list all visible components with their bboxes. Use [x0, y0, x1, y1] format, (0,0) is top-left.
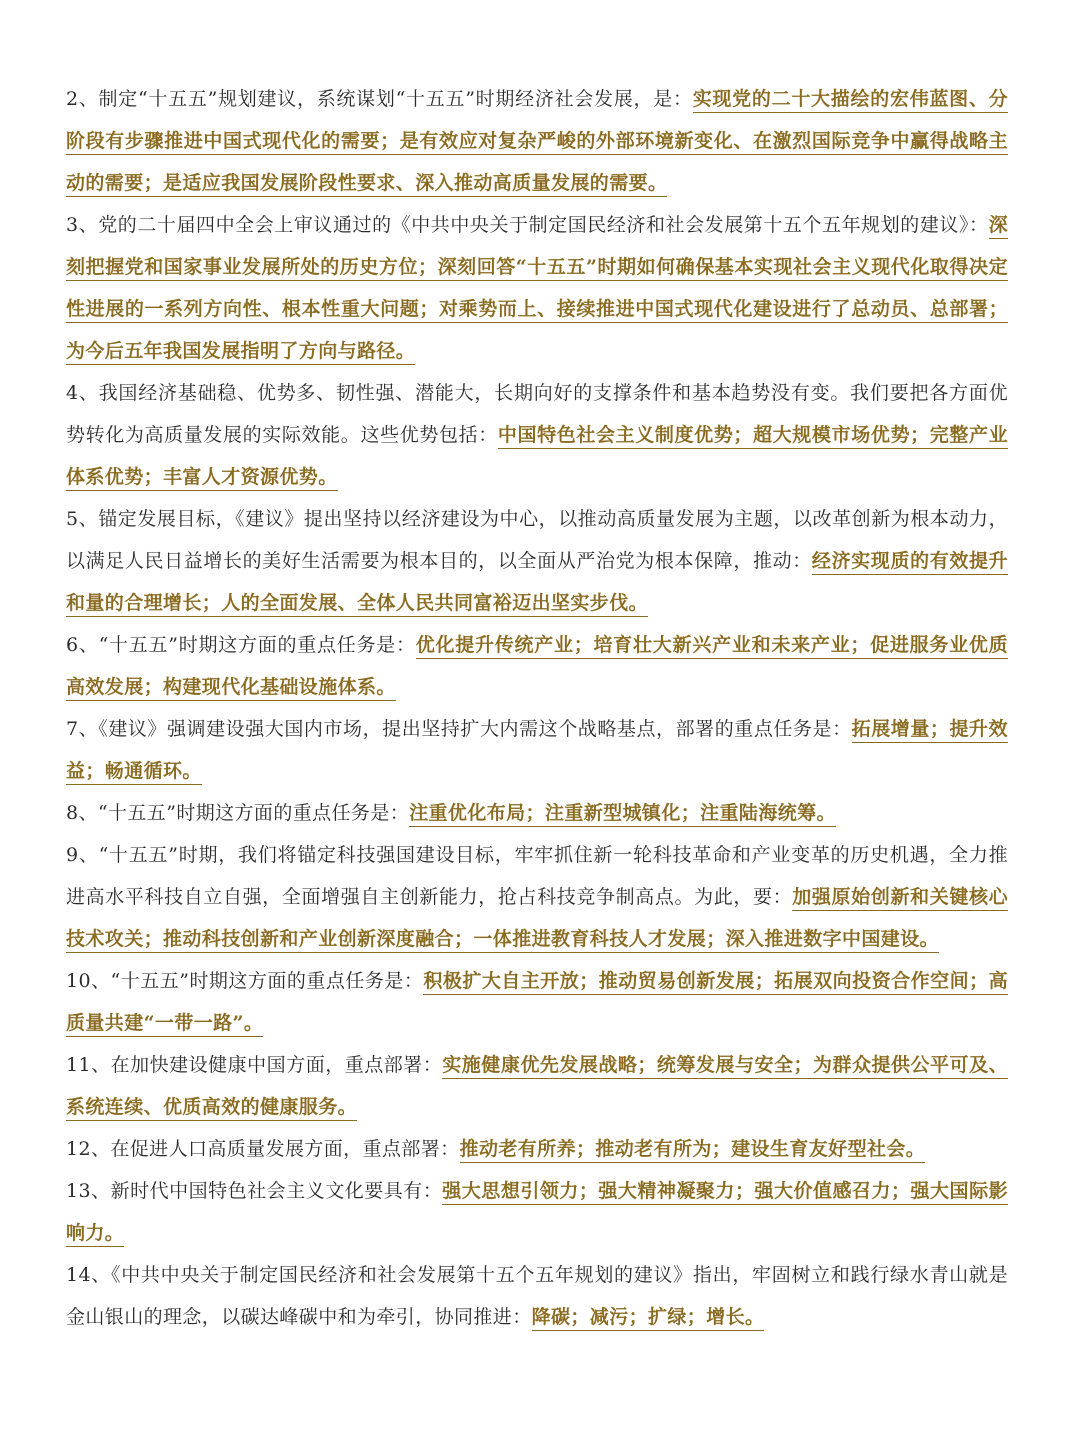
list-item — [66, 960, 1008, 1044]
question-text: 3、党的二十届四中全会上审议通过的《中共中央关于制定国民经济和社会发展第十五个五年规划的建议》： — [66, 214, 989, 236]
answer-text: 降碳；减污；扩绿；增长。 — [532, 1306, 765, 1331]
list-item — [66, 1044, 1008, 1128]
document-page — [66, 78, 1008, 1338]
answer-text: 加强原始创新和关键核心技术攻关；推动科技创新和产业创新深度融合；一体推进教育科技人才发展；深入推进数字中国建设。 — [66, 886, 1008, 953]
answer-text: 强大思想引领力；强大精神凝聚力；强大价值感召力；强大国际影响力。 — [66, 1180, 1008, 1247]
list-item — [66, 834, 1008, 960]
question-text: 2、制定“十五五”规划建议，系统谋划“十五五”时期经济社会发展，是： — [66, 88, 693, 110]
question-text: 11、在加快建设健康中国方面，重点部署： — [66, 1054, 443, 1076]
list-item — [66, 792, 1008, 834]
answer-text: 中国特色社会主义制度优势；超大规模市场优势；完整产业体系优势；丰富人才资源优势。 — [66, 424, 1008, 491]
answer-text: 实施健康优先发展战略；统筹发展与安全；为群众提供公平可及、系统连续、优质高效的健康服务。 — [66, 1054, 1008, 1121]
list-item — [66, 1128, 1008, 1170]
question-text: 10、“十五五”时期这方面的重点任务是： — [66, 970, 424, 992]
question-text: 4、我国经济基础稳、优势多、韧性强、潜能大，长期向好的支撑条件和基本趋势没有变。我们要把各方面优势转化为高质量发展的实际效能。这些优势包括： — [66, 382, 1008, 446]
question-text: 8、“十五五”时期这方面的重点任务是： — [66, 802, 410, 824]
answer-text: 注重优化布局；注重新型城镇化；注重陆海统筹。 — [409, 802, 836, 827]
question-text: 5、锚定发展目标，《建议》提出坚持以经济建设为中心，以推动高质量发展为主题，以改革创新为根本动力，以满足人民日益增长的美好生活需要为根本目的，以全面从严治党为根本保障，推动： — [66, 508, 1008, 572]
answer-text: 深刻把握党和国家事业发展所处的历史方位；深刻回答“十五五”时期如何确保基本实现社会主义现代化取得决定性进展的一系列方向性、根本性重大问题；对乘势而上、接续推进中国式现代化建设进行了总动员、总部署；为今后五年我国发展指明了方向与路径。 — [66, 214, 1008, 365]
answer-text: 实现党的二十大描绘的宏伟蓝图、分阶段有步骤推进中国式现代化的需要；是有效应对复杂严峻的外部环境新变化、在激烈国际竞争中赢得战略主动的需要；是适应我国发展阶段性要求、深入推动高质量发展的需要。 — [66, 88, 1008, 197]
answer-text: 经济实现质的有效提升和量的合理增长；人的全面发展、全体人民共同富裕迈出坚实步伐。 — [66, 550, 1008, 617]
question-text: 13、新时代中国特色社会主义文化要具有： — [66, 1180, 443, 1202]
answer-text: 推动老有所养；推动老有所为；建设生育友好型社会。 — [460, 1138, 926, 1163]
list-item — [66, 1170, 1008, 1254]
question-text: 6、“十五五”时期这方面的重点任务是： — [66, 634, 416, 656]
question-text: 12、在促进人口高质量发展方面，重点部署： — [66, 1138, 460, 1160]
list-item — [66, 1254, 1008, 1338]
question-text: 9、“十五五”时期，我们将锚定科技强国建设目标，牢牢抓住新一轮科技革命和产业变革的历史机遇，全力推进高水平科技自立自强，全面增强自主创新能力，抢占科技竞争制高点。为此，要： — [66, 844, 1008, 908]
answer-text: 优化提升传统产业；培育壮大新兴产业和未来产业；促进服务业优质高效发展；构建现代化基础设施体系。 — [66, 634, 1008, 701]
list-item — [66, 498, 1008, 624]
answer-text: 拓展增量；提升效益；畅通循环。 — [66, 718, 1008, 785]
list-item — [66, 372, 1008, 498]
question-text: 14、《中共中央关于制定国民经济和社会发展第十五个五年规划的建议》指出，牢固树立和践行绿水青山就是金山银山的理念，以碳达峰碳中和为牵引，协同推进： — [66, 1264, 1008, 1328]
question-text: 7、《建议》强调建设强大国内市场，提出坚持扩大内需这个战略基点，部署的重点任务是： — [66, 718, 852, 740]
list-item — [66, 204, 1008, 372]
list-item — [66, 624, 1008, 708]
answer-text: 积极扩大自主开放；推动贸易创新发展；拓展双向投资合作空间；高质量共建“一带一路”。 — [66, 970, 1008, 1037]
list-item — [66, 708, 1008, 792]
list-item — [66, 78, 1008, 204]
